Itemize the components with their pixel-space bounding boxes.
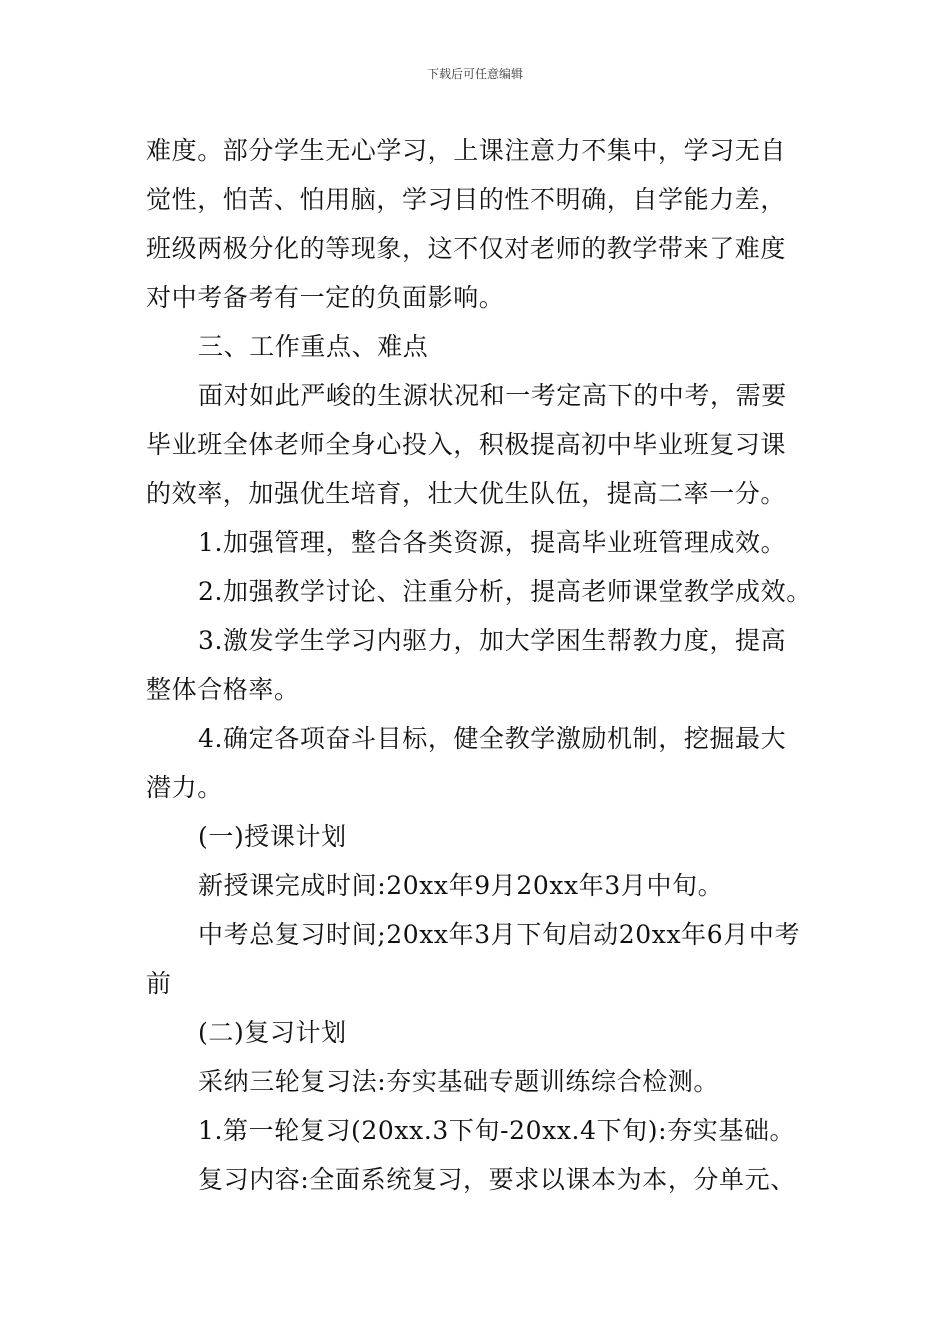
list-item: 2.加强教学讨论、注重分析，提高老师课堂教学成效。 bbox=[198, 577, 812, 606]
subsection-heading: (一)授课计划 bbox=[198, 822, 347, 851]
list-item: 3.激发学生学习内驱力，加大学困生帮教力度，提高 bbox=[198, 626, 787, 655]
text-line: 对中考备考有一定的负面影响。 bbox=[146, 283, 505, 312]
document-body bbox=[146, 126, 812, 1204]
text-line: 班级两极分化的等现象，这不仅对老师的教学带来了难度 bbox=[146, 234, 787, 263]
section-heading: 三、工作重点、难点 bbox=[198, 332, 429, 361]
text-line: 毕业班全体老师全身心投入，积极提高初中毕业班复习课 bbox=[146, 430, 787, 459]
page-header-note: 下载后可任意编辑 bbox=[426, 67, 523, 81]
text-line: 新授课完成时间:20xx年9月20xx年3月中旬。 bbox=[198, 871, 724, 900]
list-item: 4.确定各项奋斗目标，健全教学激励机制，挖掘最大 bbox=[198, 724, 787, 753]
text-line: 中考总复习时间;20xx年3月下旬启动20xx年6月中考 bbox=[198, 920, 801, 949]
text-line: 觉性，怕苦、怕用脑，学习目的性不明确，自学能力差， bbox=[146, 185, 787, 214]
text-line: 难度。部分学生无心学习，上课注意力不集中，学习无自 bbox=[146, 136, 787, 165]
text-line: 整体合格率。 bbox=[146, 675, 300, 704]
list-item: 1.加强管理，整合各类资源，提高毕业班管理成效。 bbox=[198, 528, 787, 557]
text-line: 面对如此严峻的生源状况和一考定高下的中考，需要 bbox=[198, 381, 787, 410]
text-line: 复习内容:全面系统复习，要求以课本为本，分单元、 bbox=[198, 1165, 796, 1194]
list-item: 1.第一轮复习(20xx.3下旬-20xx.4下旬):夯实基础。 bbox=[198, 1116, 796, 1145]
text-line: 潜力。 bbox=[146, 773, 223, 802]
text-line: 采纳三轮复习法:夯实基础专题训练综合检测。 bbox=[198, 1067, 720, 1096]
subsection-heading: (二)复习计划 bbox=[198, 1018, 347, 1047]
text-line: 的效率，加强优生培育，壮大优生队伍，提高二率一分。 bbox=[146, 479, 787, 508]
text-line: 前 bbox=[146, 969, 172, 998]
